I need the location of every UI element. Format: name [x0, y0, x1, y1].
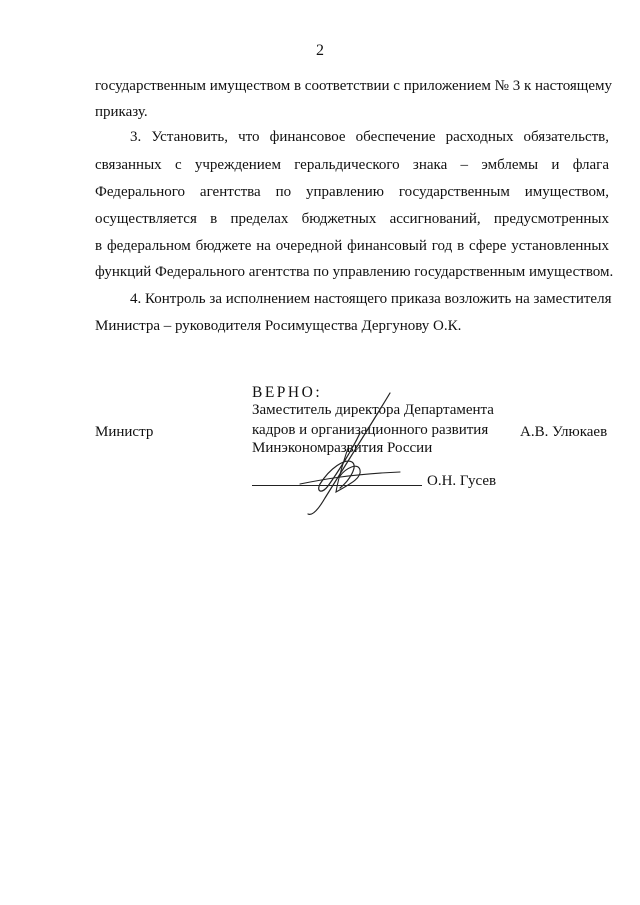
minister-title: Министр — [95, 424, 154, 440]
certifier-name: О.Н. Гусев — [427, 473, 497, 489]
paragraph-3-line-5: в федеральном бюджете на очередной финансовый год в сфере установленных — [95, 238, 609, 254]
paragraph-3-line-6: функций Федерального агентства по управлению государственным имуществом. — [95, 264, 614, 280]
verno-stamp: ВЕРНО: — [252, 384, 323, 401]
paragraph-3-line-1: 3. Установить, что финансовое обеспечение расходных обязательств, — [130, 129, 609, 145]
paragraph-4-line-2: Министра – руководителя Росимущества Дергунову О.К. — [95, 318, 462, 334]
paragraph-3-line-2: связанных с учреждением геральдического знака – эмблемы и флага — [95, 157, 609, 173]
minister-name: А.В. Улюкаев — [520, 424, 608, 440]
paragraph-2-line-1: государственным имуществом в соответствии с приложением № 3 к настоящему — [95, 78, 613, 94]
certifier-title-line-2: кадров и организационного развития — [252, 422, 489, 438]
certifier-title-line-1: Заместитель директора Департамента — [252, 402, 494, 418]
page-number: 2 — [316, 42, 324, 59]
handwritten-signature — [290, 388, 410, 523]
paragraph-3-line-4: осуществляется в пределах бюджетных ассигнований, предусмотренных — [95, 211, 609, 227]
certifier-title-line-3: Минэкономразвития России — [252, 440, 433, 456]
paragraph-3-line-3: Федерального агентства по управлению государственным имуществом, — [95, 184, 609, 200]
paragraph-2-line-2: приказу. — [95, 104, 148, 120]
paragraph-4-line-1: 4. Контроль за исполнением настоящего приказа возложить на заместителя — [130, 291, 612, 307]
